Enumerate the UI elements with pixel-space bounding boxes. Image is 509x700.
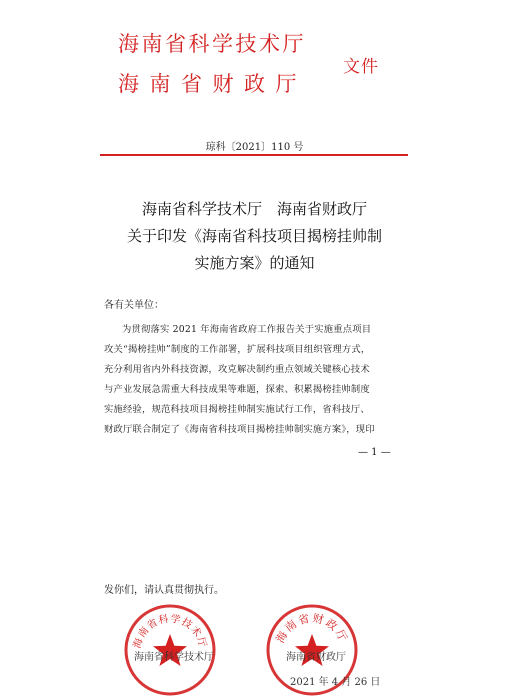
seal-left-text: 海南省科学技术厅 [131,613,209,650]
salutation: 各有关单位： [104,300,164,311]
page-number: — 1 — [358,447,391,458]
body-line: 充分利用省内外科技资源，攻克解决制约重点领域关键核心技术 [104,364,370,375]
body-line: 实施经验，规范科技项目揭榜挂帅制实施试行工作，省科技厅、 [104,404,370,415]
notice-title-line-2: 关于印发《海南省科技项目揭榜挂帅制 [126,227,382,245]
document-number: 琼科〔2021〕110 号 [205,142,304,153]
document-type-label: 文件 [343,57,379,77]
body-line: 与产业发展急需重大科技成果等难题，探索、积累揭榜挂帅制度 [104,384,370,395]
signature-left: 海南省科学技术厅 [134,652,214,663]
issuer-org-line-2: 海南省财政厅 [118,72,307,96]
red-divider-rule [100,154,408,156]
body-line: 攻关“揭榜挂帅”制度的工作部署，扩展科技项目组织管理方式， [104,344,371,355]
body-line: 财政厅联合制定了《海南省科技项目揭榜挂帅制实施方案》，现印 [104,424,375,435]
signature-right: 海南省财政厅 [286,652,346,663]
notice-title-line-3: 实施方案》的通知 [194,254,315,272]
body-line: 为贯彻落实 2021 年海南省政府工作报告关于实施重点项目 [122,324,372,335]
seal-right-text: 海南省财政厅 [273,611,351,646]
notice-title-line-1: 海南省科学技术厅 海南省财政厅 [141,200,367,218]
closing-sentence: 发你们，请认真贯彻执行。 [104,585,224,596]
issuer-org-line-1: 海南省科学技术厅 [118,32,306,56]
issue-date: 2021 年 4 月 26 日 [290,677,381,688]
